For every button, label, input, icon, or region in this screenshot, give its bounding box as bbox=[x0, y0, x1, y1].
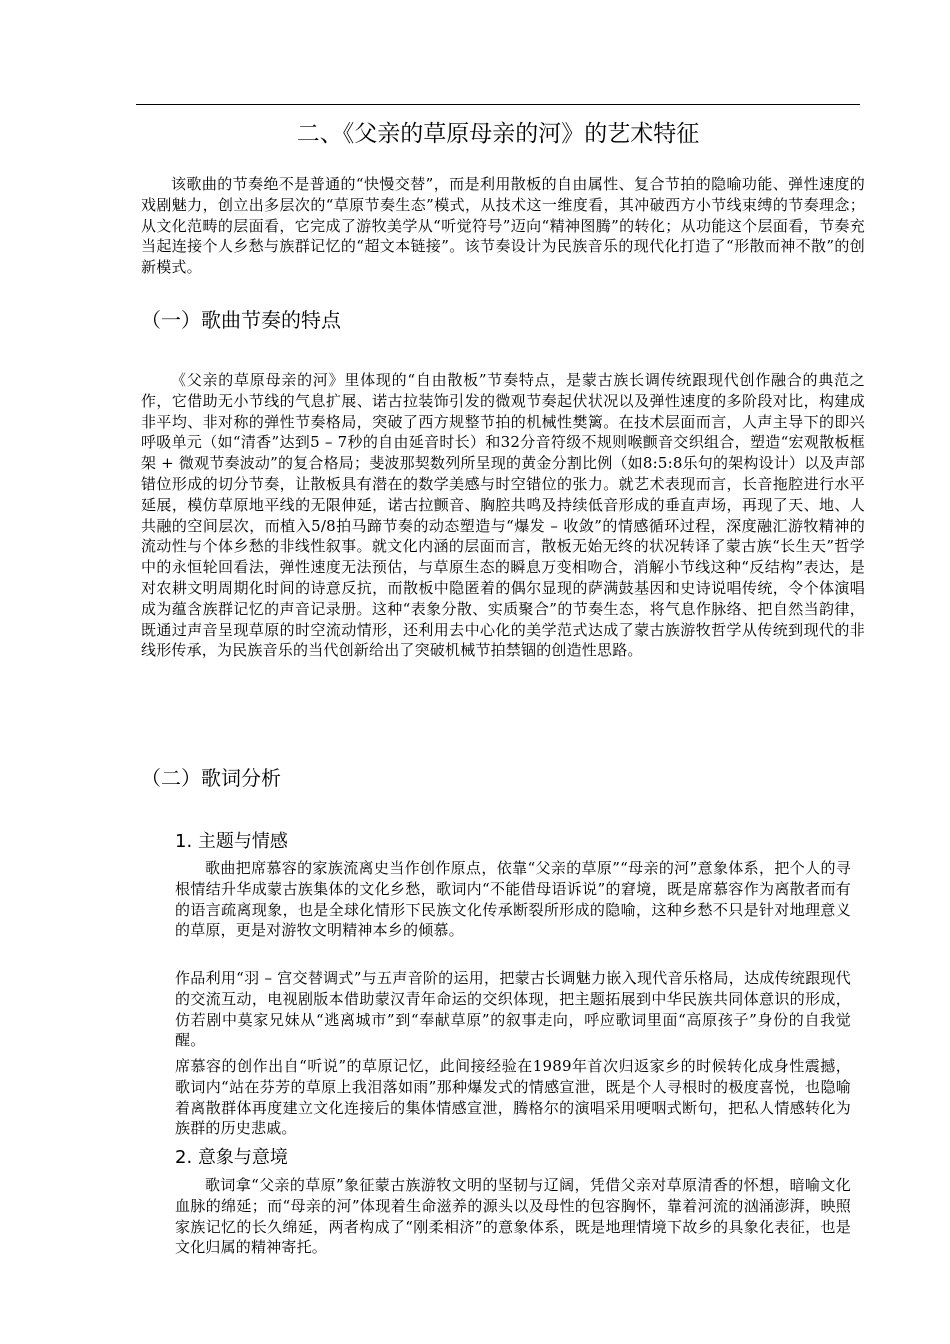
rhythm-paragraph: 《父亲的草原母亲的河》里体现的“自由散板”节奏特点，是蒙古族长调传统跟现代创作融合的典范之作，它借助无小节线的气息扩展、诺古拉装饰引发的微观节奏起伏状况以及弹性速度的多阶段对比，构建成非平均、非对称的弹性节奏格局，突破了西方规整节拍的机械性樊篱。在技术层面而言，人声主导下的即兴呼吸单元（如“清香”达到5 – 7秒的自由延音时长）和32分音符级不规则喉颤音交织组合，塑造“宏观散板框架 + 微观节奏波动”的复合格局；斐波那契数列所呈现的黄金分割比例（如8:5:8乐句的架构设计）以及声部错位形成的切分节奏，让散板具有潜在的数学美感与时空错位的张力。就艺术表现而言，长音拖腔进行水平延展，模仿草原地平线的无限伸延，诺古拉颤音、胸腔共鸣及持续低音形成的垂直声场，再现了天、地、人共融的空间层次，而植入5/8拍马蹄节奏的动态塑造与“爆发 – 收敛”的情感循环过程，深度融汇游牧精神的流动性与个体乡愁的非线性叙事。就文化内涵的层面而言，散板无始无终的状况转译了蒙古族“长生天”哲学中的永恒轮回看法，弹性速度无法预估，与草原生态的瞬息万变相吻合，消解小节线这种“反结构”表达，是对农耕文明周期化时间的诗意反抗，而散板中隐匿着的偶尔显现的萨满鼓基因和史诗说唱传统，令个体演唱成为蕴含族群记忆的声音记录册。这种“表象分散、实质聚合”的节奏生态，将气息作脉络、把自然当韵律，既通过声音呈现草原的时空流动情形，还利用去中心化的美学范式达成了蒙古族游牧哲学从传统到现代的非线形传承，为民族音乐的当代创新给出了突破机械节拍禁锢的创造性思路。 bbox=[141, 371, 865, 660]
theme-paragraph-3: 席慕容的创作出自“听说”的草原记忆，此间接经验在1989年首次归返家乡的时候转化成身性震撼，歌词内“站在芬芳的草原上我泪落如雨”那种爆发式的情感宣泄，既是个人寻根时的极度喜悦，也隐喻着离散群体再度建立文化连接后的集体情感宣泄，腾格尔的演唱采用哽咽式断句，把私人情感转化为族群的历史悲戚。 bbox=[175, 1057, 851, 1138]
intro-paragraph: 该歌曲的节奏绝不是普通的“快慢交替”，而是利用散板的自由属性、复合节拍的隐喻功能、弹性速度的戏剧魅力，创立出多层次的“草原节奏生态”模式，从技术这一维度看，其冲破西方小节线束缚的节奏理念；从文化范畴的层面看，它完成了游牧美学从“听觉符号”迈向“精神图腾”的转化；从功能这个层面看，节奏充当起连接个人乡愁与族群记忆的“超文本链接”。该节奏设计为民族音乐的现代化打造了“形散而神不散”的创新模式。 bbox=[141, 175, 865, 277]
imagery-paragraph: 歌词拿“父亲的草原”象征蒙古族游牧文明的坚韧与辽阔，凭借父亲对草原清香的怀想，暗喻文化血脉的绵延；而“母亲的河”体现着生命滋养的源头以及母性的包容胸怀，靠着河流的汹涌澎湃，映照家族记忆的长久绵延，两者构成了“刚柔相济”的意象体系，既是地理情境下故乡的具象化表征，也是文化归属的精神寄托。 bbox=[175, 1176, 851, 1257]
section-title: 二、《父亲的草原母亲的河》的艺术特征 bbox=[296, 121, 700, 147]
theme-emotion-heading: 1. 主题与情感 bbox=[175, 831, 288, 852]
subsection-lyrics-title: （二）歌词分析 bbox=[141, 766, 281, 790]
header-rule bbox=[136, 104, 860, 105]
theme-paragraph-1: 歌曲把席慕容的家族流离史当作创作原点，依靠“父亲的草原”“母亲的河”意象体系，把个人的寻根情结升华成蒙古族集体的文化乡愁，歌词内“不能借母语诉说”的窘境，既是席慕容作为离散者而有的语言疏离现象，也是全球化情形下民族文化传承断裂所形成的隐喻，这种乡愁不只是针对地理意义的草原，更是对游牧文明精神本乡的倾慕。 bbox=[175, 859, 851, 940]
subsection-rhythm-title: （一）歌曲节奏的特点 bbox=[141, 308, 341, 332]
theme-paragraph-2: 作品利用“羽 – 宫交替调式”与五声音阶的运用，把蒙古长调魅力嵌入现代音乐格局，达成传统跟现代的交流互动，电视剧版本借助蒙汉青年命运的交织体现，把主题拓展到中华民族共同体意识的形成，仿若剧中莫家兄妹从“逃离城市”到“奉献草原”的叙事走向，呼应歌词里面“高原孩子”身份的自我觉醒。 bbox=[175, 969, 851, 1050]
imagery-heading: 2. 意象与意境 bbox=[175, 1147, 288, 1168]
